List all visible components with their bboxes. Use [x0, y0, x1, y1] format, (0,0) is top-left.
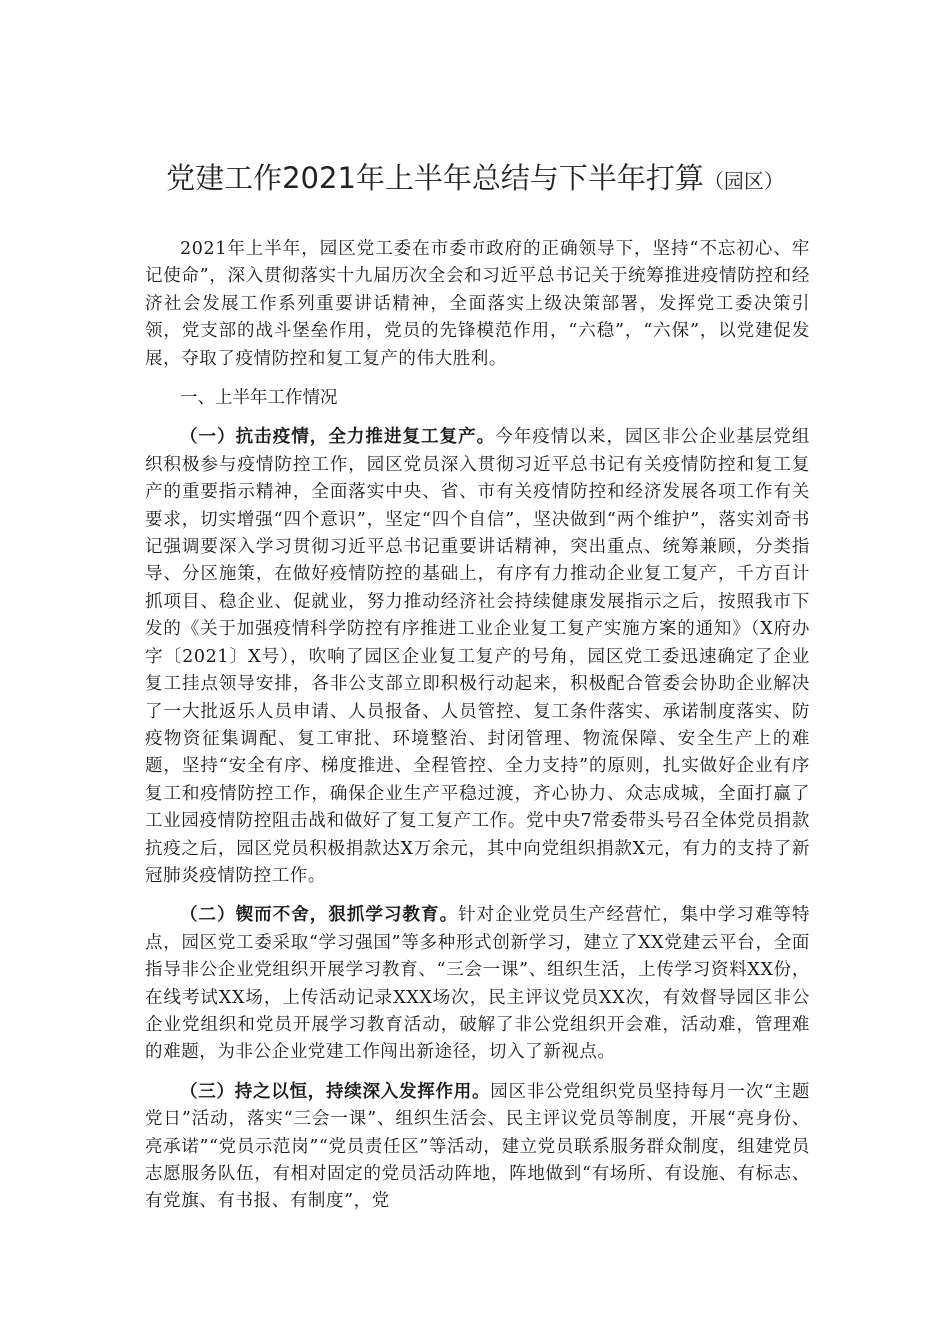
document-body	[145, 236, 810, 1228]
item-2-text: 针对企业党员生产经营忙，集中学习难等特点，园区党工委采取“学习强国”等多种形式创新学习，建立了XX党建云平台，全面指导非公企业党组织开展学习教育、“三会一课”、组织生活，上传学习资料XX份，在线考试XX场，上传活动记录XXX场次，民主评议党员XX次，有效督导园区非公企业党组织和党员开展学习教育活动，破解了非公党组织开会难，活动难，管理难的难题，为非公企业党建工作闯出新途径，切入了新视点。	[145, 905, 810, 1063]
document-title	[0, 156, 950, 203]
item-3-paragraph	[145, 1079, 810, 1216]
title-main: 党建工作2021年上半年总结与下半年打算	[166, 161, 704, 195]
title-subtitle: （园区）	[703, 169, 784, 193]
item-2-lead: （二）锲而不舍，狠抓学习教育。	[180, 905, 459, 926]
section-heading-1: 一、上半年工作情况	[180, 388, 338, 409]
item-1-lead: （一）抗击疫情，全力推进复工复产。	[180, 427, 496, 448]
item-3-text: 园区非公党组织党员坚持每月一次“主题党日”活动，落实“三会一课”、组织生活会、民主评议党员等制度，开展“亮身份、亮承诺”“党员示范岗”“党员责任区”等活动，建立党员联系服务群众制度，组建党员志愿服务队伍，有相对固定的党员活动阵地，阵地做到“有场所、有设施、有标志、有党旗、有书报、有制度”，党	[145, 1081, 811, 1212]
item-3-lead: （三）持之以恒，持续深入发挥作用。	[180, 1081, 491, 1102]
item-1-paragraph	[145, 424, 810, 890]
item-1-text: 今年疫情以来，园区非公企业基层党组织积极参与疫情防控工作，园区党员深入贯彻习近平总书记有关疫情防控和复工复产的重要指示精神，全面落实中央、省、市有关疫情防控和经济发展各项工作有关要求，切实增强“四个意识”，坚定“四个自信”，坚决做到“两个维护”，落实刘奇书记强调要深入学习贯彻习近平总书记重要讲话精神，突出重点、统筹兼顾，分类指导、分区施策，在做好疫情防控的基础上，有序有力推动企业复工复产，千方百计抓项目、稳企业、促就业，努力推动经济社会持续健康发展指示之后，按照我市下发的《关于加强疫情科学防控有序推进工业企业复工复产实施方案的通知》（X府办字〔2021〕X号），吹响了园区企业复工复产的号角，园区党工委迅速确定了企业复工挂点领导安排，各非公支部立即积极行动起来，积极配合管委会协助企业解决了一大批返乐人员申请、人员报备、人员管控、复工条件落实、承诺制度落实、防疫物资征集调配、复工审批、环境整治、封闭管理、物流保障、安全生产上的难题，坚持“安全有序、梯度推进、全程管控、全力支持”的原则，扎实做好企业有序复工和疫情防控工作，确保企业生产平稳过渡，齐心协力、众志成城，全面打赢了工业园疫情防控阻击战和做好了复工复产工作。党中央7常委带头号召全体党员捐款抗疫之后，园区党员积极捐款达X万余元，其中向党组织捐款X元，有力的支持了新冠肺炎疫情防控工作。	[145, 427, 810, 886]
item-2-paragraph	[145, 902, 810, 1066]
intro-paragraph: 2021年上半年，园区党工委在市委市政府的正确领导下，坚持“不忘初心、牢记使命”，深入贯彻落实十九届历次全会和习近平总书记关于统筹推进疫情防控和经济社会发展工作系列重要讲话精神，全面落实上级决策部署，发挥党工委决策引领，党支部的战斗堡垒作用，党员的先锋模范作用，“六稳”，“六保”，以党建促发展，夺取了疫情防控和复工复产的伟大胜利。	[145, 239, 810, 369]
